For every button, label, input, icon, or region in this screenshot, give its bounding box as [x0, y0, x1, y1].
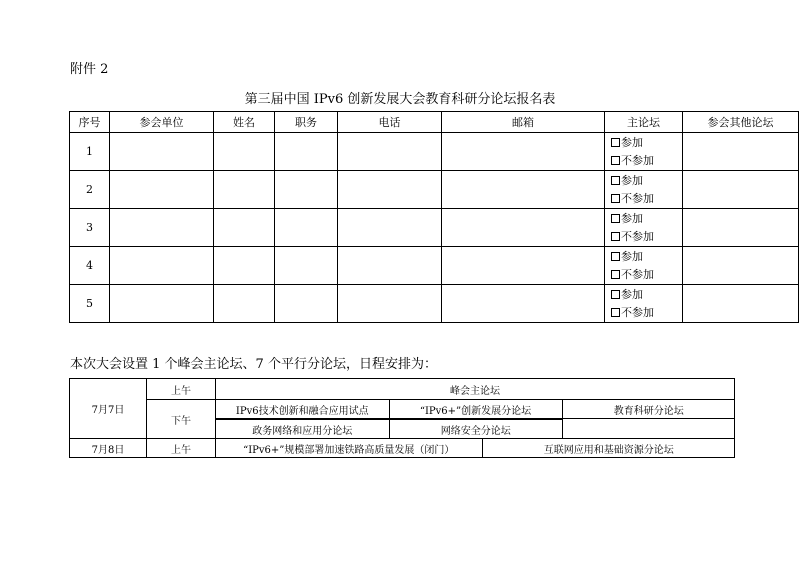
afternoon-row: [216, 419, 735, 439]
day2-grid: [216, 439, 735, 457]
day2-morning-label: 上午: [147, 439, 216, 458]
main-forum-choice: [605, 171, 683, 209]
day1-afternoon-label: 下午: [147, 400, 216, 439]
checkbox-icon[interactable]: [611, 308, 620, 317]
other-forum-cell[interactable]: [683, 285, 799, 323]
unit-cell[interactable]: [110, 247, 214, 285]
other-forum-cell[interactable]: [683, 247, 799, 285]
phone-cell[interactable]: [338, 209, 442, 247]
session-railway-closed: “IPv6+”规模部署加速铁路高质量发展（闭门）: [243, 444, 455, 456]
checkbox-icon[interactable]: [611, 214, 620, 223]
phone-cell[interactable]: [338, 133, 442, 171]
header-phone: 电话: [338, 112, 442, 133]
table-row: [70, 133, 799, 171]
not-attend-option[interactable]: 不参加: [611, 152, 682, 170]
not-attend-option[interactable]: 不参加: [611, 228, 682, 246]
day2-row: [216, 439, 735, 457]
email-cell[interactable]: [442, 171, 605, 209]
row-number: 3: [70, 209, 110, 247]
day1-date: 7月7日: [70, 379, 147, 439]
not-attend-option[interactable]: 不参加: [611, 304, 682, 322]
table-row: [70, 171, 799, 209]
name-cell[interactable]: [214, 171, 275, 209]
checkbox-icon[interactable]: [611, 138, 620, 147]
session-ipv6plus: “IPv6+”创新发展分论坛: [389, 400, 562, 419]
afternoon-row: [216, 400, 735, 419]
schedule-row: [70, 400, 735, 439]
phone-cell[interactable]: [338, 285, 442, 323]
email-cell[interactable]: [442, 285, 605, 323]
unit-cell[interactable]: [110, 209, 214, 247]
header-other-forum: 参会其他论坛: [683, 112, 799, 133]
other-forum-cell[interactable]: [683, 209, 799, 247]
row-number: 5: [70, 285, 110, 323]
table-row: [70, 247, 799, 285]
session-ipv6-pilot: IPv6技术创新和融合应用试点: [235, 405, 369, 417]
checkbox-icon[interactable]: [611, 194, 620, 203]
session-internet-resources: 互联网应用和基础资源分论坛: [482, 439, 735, 457]
attend-option[interactable]: 参加: [611, 210, 682, 228]
header-unit: 参会单位: [110, 112, 214, 133]
row-number: 1: [70, 133, 110, 171]
table-row: [70, 285, 799, 323]
phone-cell[interactable]: [338, 247, 442, 285]
header-name: 姓名: [214, 112, 275, 133]
position-cell[interactable]: [275, 133, 338, 171]
main-forum-choice: [605, 133, 683, 171]
checkbox-icon[interactable]: [611, 252, 620, 261]
position-cell[interactable]: [275, 285, 338, 323]
phone-cell[interactable]: [338, 171, 442, 209]
attend-option[interactable]: 参加: [611, 286, 682, 304]
session-government-network: 政务网络和应用分论坛: [216, 420, 389, 439]
empty-slot: [562, 419, 735, 439]
schedule-table: [69, 378, 735, 458]
not-attend-option[interactable]: 不参加: [611, 190, 682, 208]
day1-morning-session: 峰会主论坛: [216, 379, 735, 400]
afternoon-split: [216, 419, 562, 439]
unit-cell[interactable]: [110, 285, 214, 323]
name-cell[interactable]: [214, 285, 275, 323]
header-row: [70, 112, 799, 133]
row-number: 2: [70, 171, 110, 209]
name-cell[interactable]: [214, 247, 275, 285]
afternoon-grid: [216, 400, 735, 438]
registration-table: [69, 111, 799, 323]
main-forum-choice: [605, 209, 683, 247]
header-position: 职务: [275, 112, 338, 133]
form-title: 第三届中国 IPv6 创新发展大会教育科研分论坛报名表: [244, 92, 556, 107]
day1-afternoon-sessions: [216, 400, 735, 439]
row-number: 4: [70, 247, 110, 285]
other-forum-cell[interactable]: [683, 171, 799, 209]
email-cell[interactable]: [442, 209, 605, 247]
checkbox-icon[interactable]: [611, 232, 620, 241]
day2-date: 7月8日: [70, 439, 147, 458]
email-cell[interactable]: [442, 133, 605, 171]
schedule-intro: 本次大会设置 1 个峰会主论坛、7 个平行分论坛，日程安排为：: [70, 357, 437, 372]
position-cell[interactable]: [275, 171, 338, 209]
header-email: 邮箱: [442, 112, 605, 133]
afternoon-subrow: [216, 420, 562, 439]
not-attend-option[interactable]: 不参加: [611, 266, 682, 284]
attend-option[interactable]: 参加: [611, 172, 682, 190]
schedule-row: [70, 439, 735, 458]
table-row: [70, 209, 799, 247]
unit-cell[interactable]: [110, 133, 214, 171]
main-forum-choice: [605, 285, 683, 323]
day2-morning-sessions: [216, 439, 735, 458]
attachment-label: 附件 2: [70, 62, 109, 77]
checkbox-icon[interactable]: [611, 156, 620, 165]
name-cell[interactable]: [214, 209, 275, 247]
main-forum-choice: [605, 247, 683, 285]
checkbox-icon[interactable]: [611, 290, 620, 299]
attend-option[interactable]: 参加: [611, 134, 682, 152]
header-main-forum: 主论坛: [605, 112, 683, 133]
attend-option[interactable]: 参加: [611, 248, 682, 266]
unit-cell[interactable]: [110, 171, 214, 209]
session-network-security: 网络安全分论坛: [389, 420, 562, 439]
position-cell[interactable]: [275, 247, 338, 285]
name-cell[interactable]: [214, 133, 275, 171]
checkbox-icon[interactable]: [611, 176, 620, 185]
header-no: 序号: [70, 112, 110, 133]
email-cell[interactable]: [442, 247, 605, 285]
checkbox-icon[interactable]: [611, 270, 620, 279]
afternoon-subgrid: [216, 419, 562, 438]
session-education-research: 教育科研分论坛: [562, 400, 735, 419]
position-cell[interactable]: [275, 209, 338, 247]
day1-morning-label: 上午: [147, 379, 216, 400]
schedule-row: [70, 379, 735, 400]
other-forum-cell[interactable]: [683, 133, 799, 171]
